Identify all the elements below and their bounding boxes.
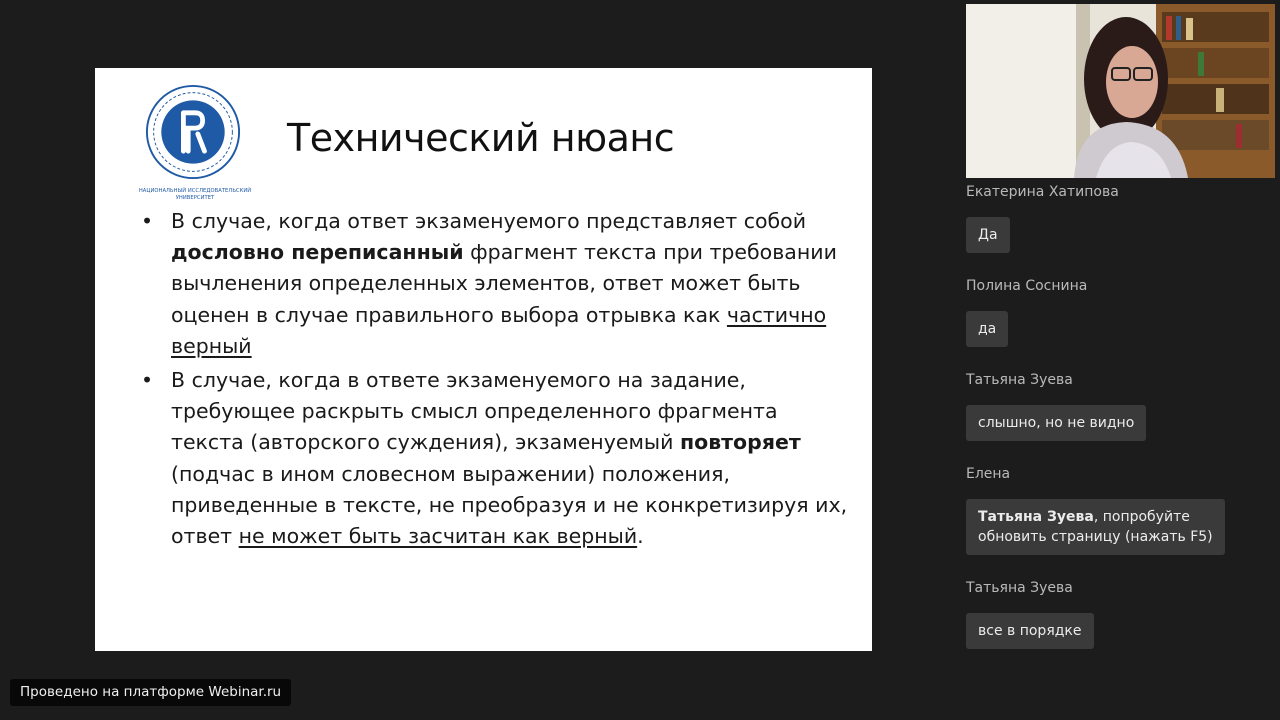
logo-caption-line1: НАЦИОНАЛЬНЫЙ ИССЛЕДОВАТЕЛЬСКИЙ — [138, 188, 252, 194]
bullet-text: (подчас в ином словесном выражении) положения, приведенные в тексте, не преобразуя и не конкретизируя их, ответ — [171, 461, 848, 549]
slide-bullet — [141, 365, 851, 552]
logo-caption — [131, 188, 259, 202]
bullet-text: В случае, когда в ответе экзаменуемого на задание, требующее раскрыть смысл определенного фрагмента текста (авторского суждения), экзаменуемый — [171, 368, 778, 455]
bullet-text: фрагмент текста при требовании вычленения определенных элементов, ответ может быть оценен в случае правильного выбора отрывка как — [171, 240, 837, 327]
logo-caption-line2: УНИВЕРСИТЕТ — [175, 195, 215, 201]
platform-badge[interactable]: Проведено на платформе Webinar.ru — [10, 679, 291, 706]
bullet-underlined-text: частично верный — [171, 302, 827, 358]
chat-author: Елена — [966, 466, 1011, 482]
chat-message-text: обновить страницу (нажать F5) — [978, 529, 1213, 545]
chat-author: Татьяна Зуева — [966, 580, 1073, 596]
chat-author: Татьяна Зуева — [966, 372, 1073, 388]
bullet-text: В случае, когда ответ экзаменуемого представляет собой — [171, 209, 807, 233]
chat-message — [966, 499, 1225, 555]
university-logo — [131, 84, 259, 206]
slide-bullet-list — [141, 206, 851, 555]
chat-message-text: , попробуйте — [1093, 509, 1190, 525]
hse-seal-icon — [145, 84, 241, 180]
presenter-webcam — [966, 4, 1275, 178]
slide-bullet — [141, 206, 851, 362]
slide-title: Технический нюанс — [287, 116, 675, 160]
bullet-bold-text: дословно переписанный — [171, 240, 464, 265]
chat-author: Екатерина Хатипова — [966, 184, 1119, 200]
bullet-bold-text: повторяет — [679, 430, 801, 455]
chat-message: все в порядке — [966, 613, 1094, 649]
chat-author: Полина Соснина — [966, 278, 1088, 294]
chat-message: Да — [966, 217, 1010, 253]
chat-message: слышно, но не видно — [966, 405, 1146, 441]
bullet-underlined-text: не может быть засчитан как верный — [238, 524, 638, 549]
bullet-marker: • — [141, 209, 154, 233]
presenter-video-frame — [966, 4, 1275, 178]
bullet-marker: • — [141, 368, 154, 393]
chat-mention[interactable]: Татьяна Зуева — [978, 509, 1094, 525]
chat-message: да — [966, 311, 1008, 347]
bullet-text: . — [637, 524, 644, 549]
presentation-slide — [95, 68, 872, 651]
